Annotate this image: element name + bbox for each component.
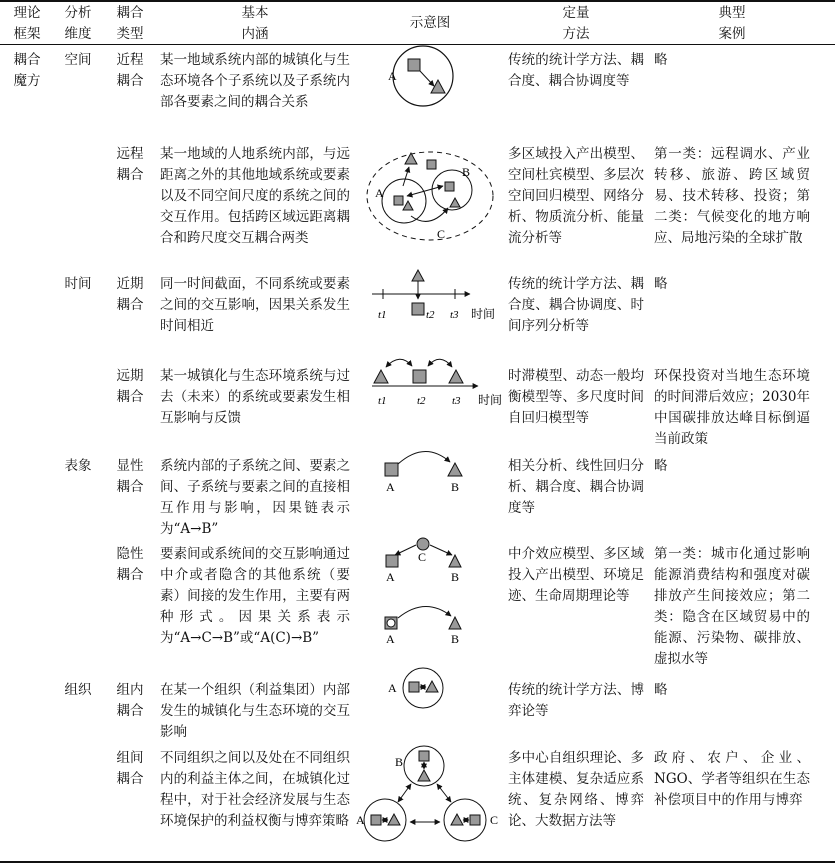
- dim-form: 表象: [64, 458, 92, 474]
- row-5-method: 中介效应模型、多区域投入产出模型、环境足迹、生命周期理论等: [508, 546, 644, 604]
- row-3-method: 时滞模型、动态一般均衡模型等、多尺度时间自回归模型等: [508, 368, 644, 426]
- header-diagram: 示意图: [409, 15, 451, 31]
- frame-label: 耦合 魔方: [13, 52, 41, 89]
- row-5-meaning: 要素间或系统间的交互影响通过中介或者隐含的其他系统（要素）间接的发生作用，主要有两种形式。因果关系表示为“A→C→B”或“A(C)→B”: [160, 546, 350, 646]
- label-C: C: [418, 550, 427, 564]
- label-t2: t2: [417, 395, 426, 407]
- row-7-case: 政府、农户、企业、NGO、学者等组织在生态补偿项目中的作用与博弈: [654, 750, 810, 808]
- label-A: A: [388, 69, 397, 83]
- label-A: A: [386, 632, 395, 646]
- label-A: A: [386, 570, 395, 584]
- label-time: 时间: [471, 307, 496, 321]
- label-t1: t1: [378, 395, 387, 407]
- diagram-explicit: [385, 451, 462, 494]
- row-4-meaning: 系统内部的子系统之间、要素之间、子系统与要素之间的直接相互作用与影响，因果链表示为“A→B”: [160, 458, 350, 537]
- dim-org: 组织: [64, 682, 92, 698]
- row-0-case: 略: [654, 52, 668, 68]
- header-dim: 分析 维度: [64, 5, 92, 42]
- row-1-meaning: 某一地域的人地系统内部，与远距离之外的其他地域系统或要素以及不同空间尺度的系统之间的交互作用。包括跨区域远距离耦合和跨尺度交互耦合两类: [160, 146, 350, 246]
- label-B: B: [451, 480, 460, 494]
- row-6-type: 组内 耦合: [116, 682, 144, 719]
- label-A: A: [388, 681, 397, 695]
- diagram-short-term: [372, 270, 495, 321]
- label-A: A: [375, 186, 384, 200]
- header-case: 典型 案例: [718, 5, 746, 42]
- row-0-method: 传统的统计学方法、耦合度、耦合协调度等: [508, 52, 644, 89]
- row-6-case: 略: [654, 682, 668, 698]
- label-t2: t2: [426, 309, 435, 321]
- row-3-type: 远期 耦合: [116, 368, 144, 405]
- label-t3: t3: [452, 395, 461, 407]
- diagram-implicit: [385, 538, 461, 646]
- row-1-method: 多区域投入产出模型、空间杜宾模型、多层次空间回归模型、网络分析、物质流分析、能量流分析等: [508, 146, 644, 246]
- row-4-type: 显性 耦合: [116, 458, 144, 495]
- header-meaning: 基本 内涵: [241, 5, 269, 42]
- row-6-method: 传统的统计学方法、博弈论等: [508, 682, 644, 719]
- dim-time: 时间: [64, 276, 92, 292]
- diagram-inter-org: [356, 746, 498, 841]
- row-6-meaning: 在某一个组织（利益集团）内部发生的城镇化与生态环境的交互影响: [160, 682, 350, 740]
- row-1-type: 远程 耦合: [116, 146, 144, 183]
- dim-space: 空间: [64, 52, 92, 68]
- row-3-case: 环保投资对当地生态环境的时间滞后效应；2030年中国碳排放达峰目标倒逼当前政策: [654, 368, 810, 447]
- header-frame: 理论 框架: [13, 5, 41, 42]
- header-type: 耦合 类型: [116, 5, 144, 42]
- row-2-case: 略: [654, 276, 668, 292]
- label-B: B: [451, 632, 460, 646]
- row-0-meaning: 某一地域系统内部的城镇化与生态环境各个子系统以及子系统内部各要素之间的耦合关系: [160, 52, 350, 110]
- label-C: C: [437, 227, 446, 241]
- label-A: A: [386, 480, 395, 494]
- diagram-remote: [367, 152, 493, 241]
- label-B: B: [462, 165, 471, 179]
- diagram-near-range: [388, 46, 453, 106]
- row-7-type: 组间 耦合: [116, 750, 144, 787]
- row-2-method: 传统的统计学方法、耦合度、耦合协调度、时间序列分析等: [508, 276, 644, 334]
- row-2-type: 近期 耦合: [116, 276, 144, 313]
- diagram-intra-org: [388, 668, 443, 708]
- label-t1: t1: [378, 309, 387, 321]
- label-B: B: [451, 570, 460, 584]
- row-0-type: 近程 耦合: [116, 52, 144, 89]
- label-A: A: [356, 813, 365, 827]
- row-3-meaning: 某一城镇化与生态环境系统与过去（未来）的系统或要素发生相互影响与反馈: [160, 368, 350, 426]
- label-C: C: [490, 813, 499, 827]
- label-time: 时间: [478, 393, 503, 407]
- row-7-method: 多中心自组织理论、多主体建模、复杂适应系统、复杂网络、博弈论、大数据方法等: [508, 750, 644, 829]
- row-2-meaning: 同一时间截面，不同系统或要素之间的交互影响，因果关系发生时间相近: [160, 276, 350, 334]
- label-B: B: [395, 755, 404, 769]
- row-4-case: 略: [654, 458, 668, 474]
- row-1-case: 第一类：远程调水、产业转移、旅游、跨区域贸易、技术转移、投资；第二类：气候变化的地方响应、局地污染的全球扩散: [654, 146, 810, 246]
- row-7-meaning: 不同组织之间以及处在不同组织内的利益主体之间，在城镇化过程中，对于社会经济发展与生态环境保护的利益权衡与博弈策略: [160, 750, 350, 829]
- row-5-case: 第一类：城市化通过影响能源消费结构和强度对碳排放产生间接效应；第二类：隐含在区域贸易中的能源、污染物、碳排放、虚拟水等: [654, 546, 810, 667]
- diagram-long-term: [372, 359, 502, 407]
- row-5-type: 隐性 耦合: [116, 546, 144, 583]
- row-4-method: 相关分析、线性回归分析、耦合度、耦合协调度等: [508, 458, 644, 516]
- header-method: 定量 方法: [562, 5, 590, 42]
- label-t3: t3: [450, 309, 459, 321]
